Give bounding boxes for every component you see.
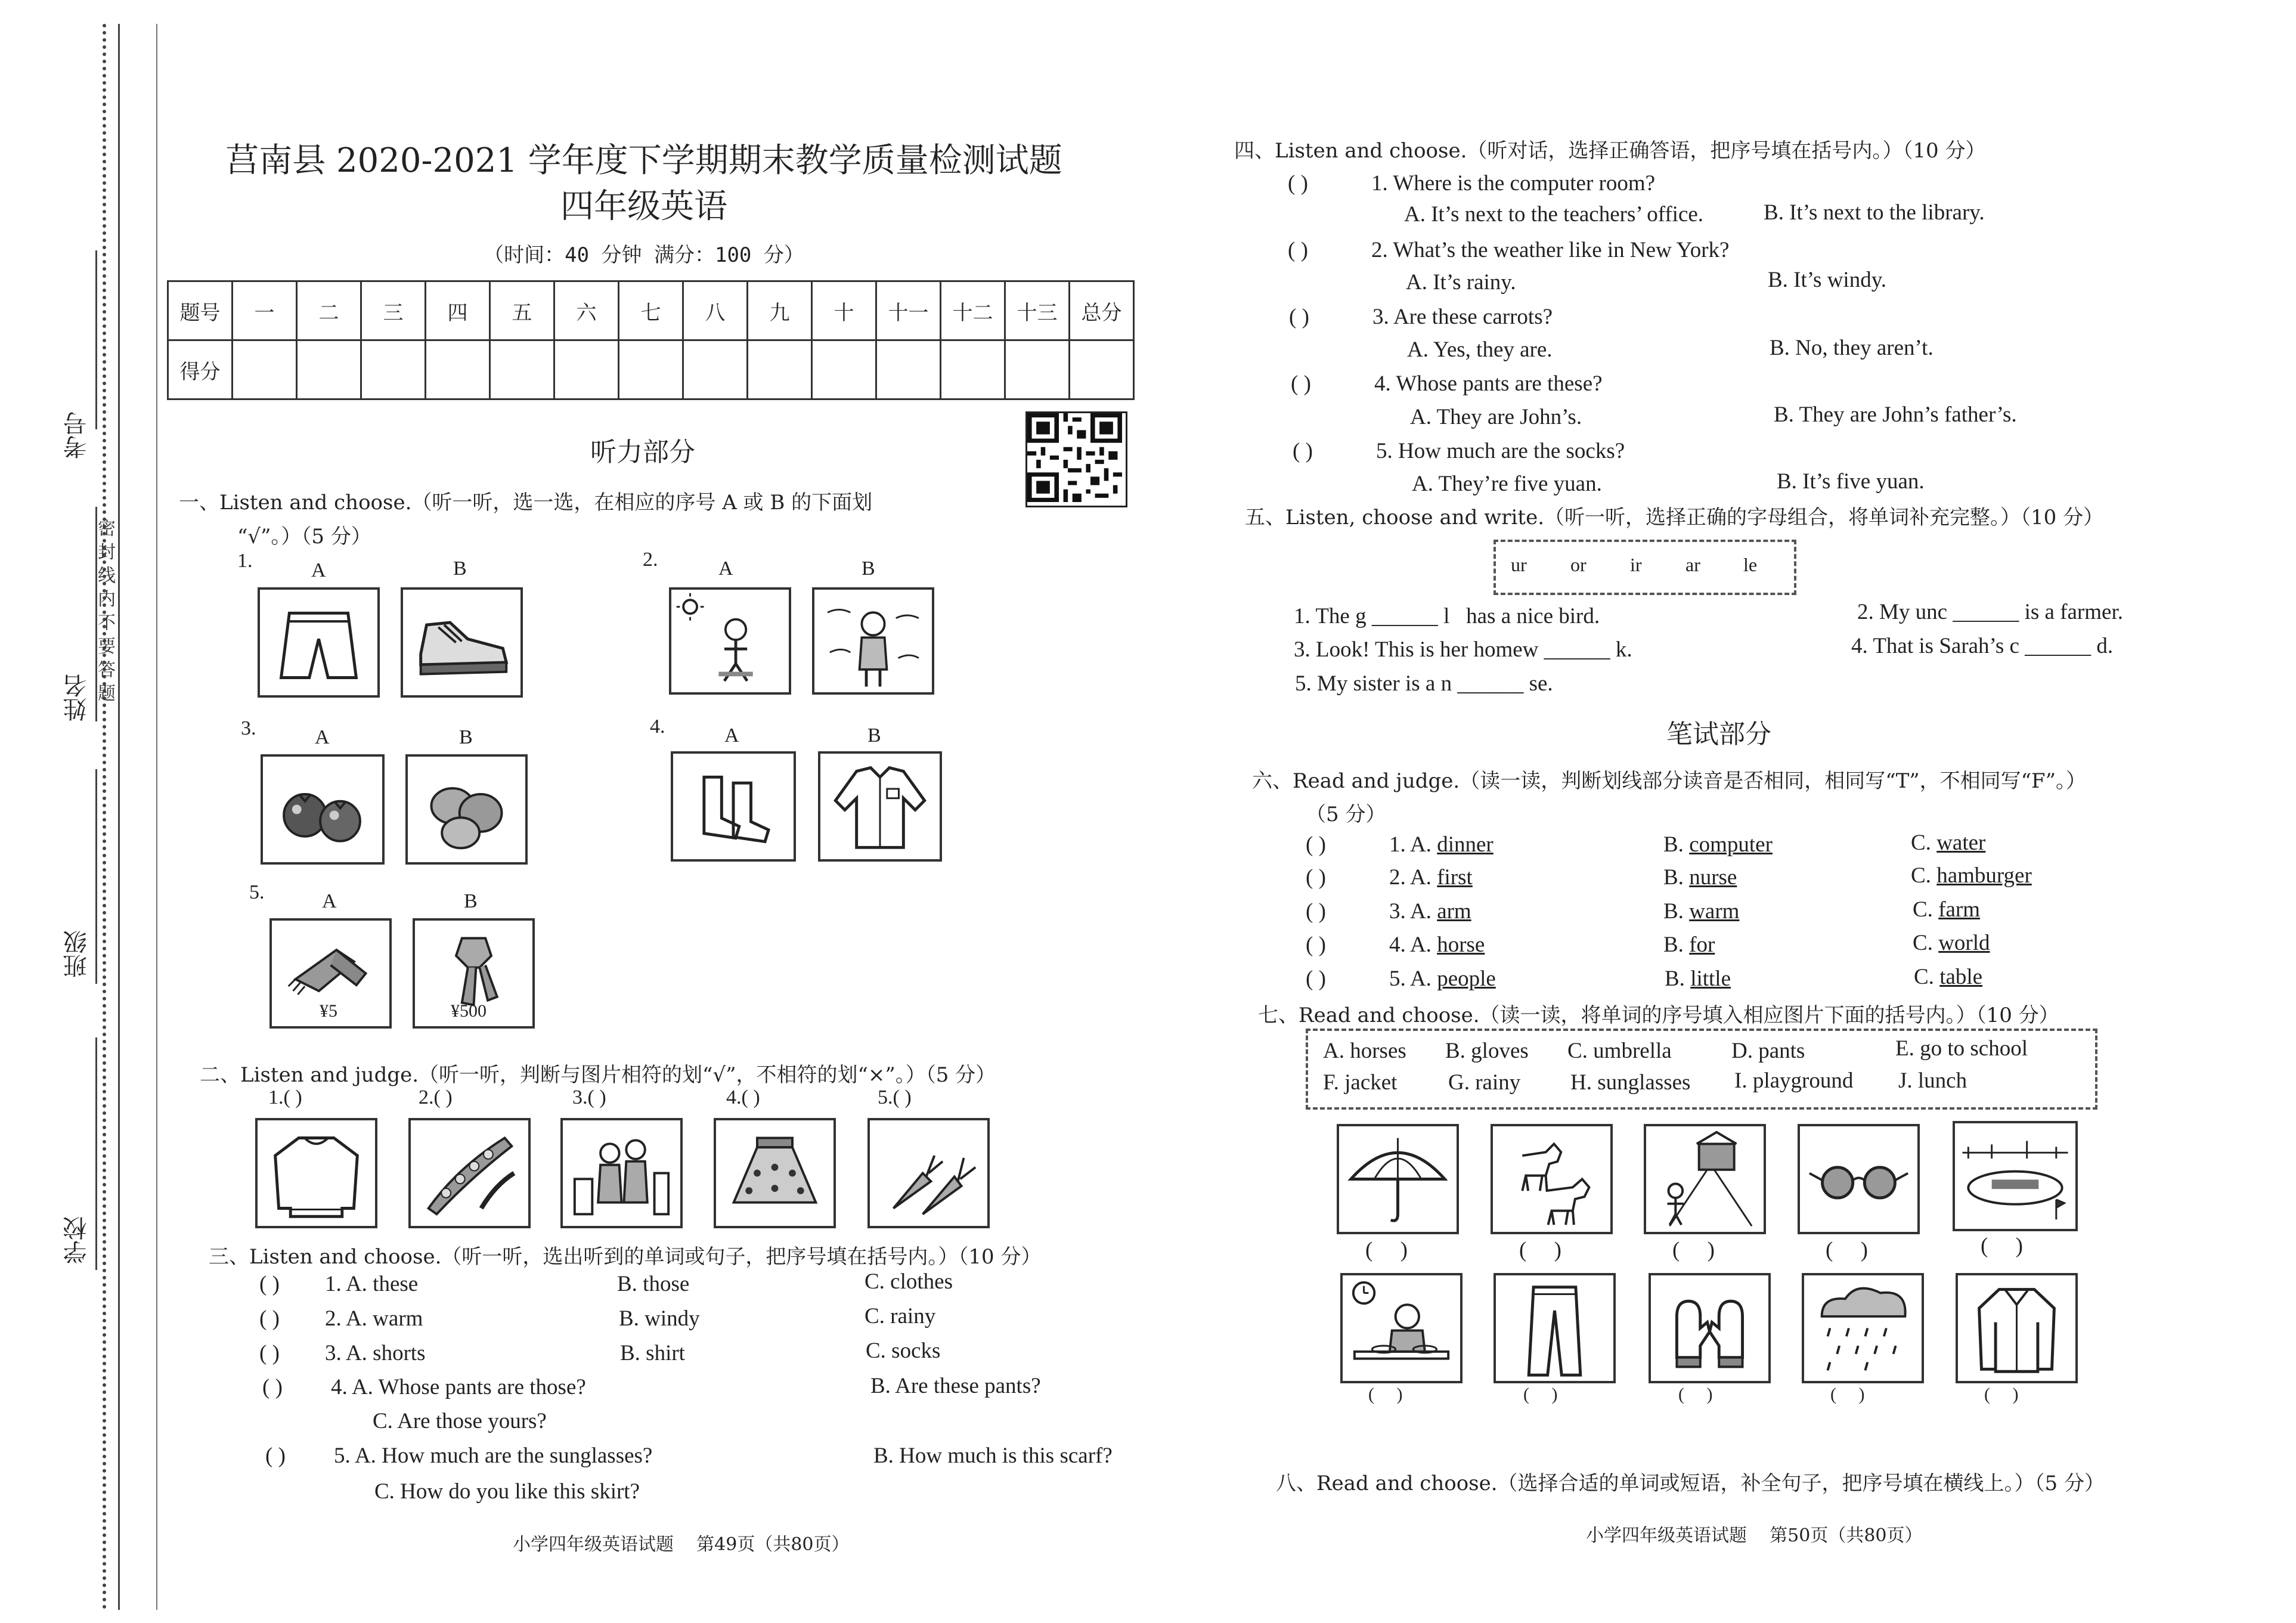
q7-word: F. jacket: [1323, 1070, 1398, 1095]
skirt-icon[interactable]: [714, 1118, 836, 1228]
binding-line-solid: [118, 24, 120, 1610]
q6-word: little: [1690, 967, 1731, 991]
score-table-cell: 十三: [1005, 281, 1070, 340]
exam-subtitle: 四年级英语: [560, 187, 727, 226]
q6-option-b: [1663, 832, 1773, 857]
shorts-icon[interactable]: [258, 587, 380, 698]
q1-option-a[interactable]: A: [311, 559, 326, 581]
q3-option-a: 5. A. How much are the sunglasses?: [334, 1444, 653, 1468]
left-page-footer: 小学四年级英语试题 第49页（共80页）: [513, 1534, 850, 1555]
q4-option-b: B. It’s five yuan.: [1777, 469, 1925, 494]
score-input-cell[interactable]: [748, 340, 812, 399]
score-input-cell[interactable]: [1005, 340, 1070, 399]
q6-word: dinner: [1437, 832, 1494, 857]
q1-item-number: 5.: [249, 881, 265, 903]
score-input-cell[interactable]: [554, 340, 619, 399]
q1-instruction: 一、Listen and choose.（听一听，选一选，在相应的序号 A 或 B 的下面划: [179, 491, 873, 515]
q5-sentence[interactable]: 1. The g ______ l has a nice bird.: [1294, 604, 1600, 628]
q4-option-a: A. It’s rainy.: [1406, 270, 1516, 295]
socks-icon[interactable]: [671, 751, 796, 862]
seal-text: 密 封 线 内 不 要 答 题: [94, 519, 115, 702]
q6-option-letter: C.: [1913, 897, 1939, 922]
answer-paren[interactable]: ( ): [259, 1341, 280, 1365]
carrots-icon[interactable]: [867, 1118, 990, 1228]
q6-word: hamburger: [1936, 863, 2032, 888]
q6-instruction-line2: （5 分）: [1306, 803, 1386, 826]
q3-option-b: B. How much is this scarf?: [873, 1444, 1113, 1468]
q5-sentence[interactable]: 3. Look! This is her homew ______ k.: [1294, 637, 1632, 662]
sunny-hot-boy-icon[interactable]: [669, 587, 791, 695]
horses-icon[interactable]: [1491, 1124, 1613, 1234]
class-label: 班级: [63, 930, 91, 978]
score-input-cell[interactable]: [619, 340, 683, 399]
listening-heading: 听力部分: [590, 437, 695, 467]
q7-word: E. go to school: [1895, 1036, 2028, 1061]
binding-margin: [0, 0, 173, 1623]
q3-option-b: B. windy: [619, 1306, 700, 1331]
q7-word: D. pants: [1731, 1039, 1805, 1063]
q4-question: 3. Are these carrots?: [1372, 305, 1553, 329]
answer-paren[interactable]: ( ): [1289, 305, 1309, 329]
q5-sentence[interactable]: 5. My sister is a n ______ se.: [1295, 671, 1553, 696]
q1-item-number: 4.: [650, 716, 665, 738]
q1-option-a[interactable]: A: [718, 557, 733, 580]
answer-paren[interactable]: ( ): [265, 1444, 286, 1468]
q4-question: 1. Where is the computer room?: [1371, 171, 1656, 196]
q3-option-a: 4. A. Whose pants are those?: [331, 1375, 586, 1399]
q6-word: computer: [1689, 832, 1773, 857]
pants-icon[interactable]: [1494, 1273, 1616, 1383]
score-input-cell[interactable]: [812, 340, 876, 399]
score-table: [167, 280, 1135, 400]
sneaker-icon[interactable]: [401, 587, 523, 698]
qr-code-icon[interactable]: [1025, 411, 1127, 507]
q3-option-c: C. socks: [866, 1339, 941, 1363]
score-input-cell[interactable]: [876, 340, 941, 399]
answer-paren[interactable]: ( ): [1291, 371, 1311, 396]
exam-title: 莒南县 2020-2021 学年度下学期期末教学质量检测试题: [225, 141, 1062, 180]
q3-option-c: C. clothes: [865, 1269, 953, 1294]
answer-paren[interactable]: ( ): [259, 1306, 280, 1331]
q6-option-letter: B.: [1663, 899, 1690, 924]
q5-sentence[interactable]: 4. That is Sarah’s c ______ d.: [1851, 634, 2114, 658]
answer-paren[interactable]: ( ): [1293, 439, 1313, 463]
answer-paren[interactable]: ( ): [1306, 832, 1326, 857]
score-table-cell: 总分: [1070, 281, 1134, 340]
score-input-cell[interactable]: [1070, 340, 1134, 399]
q3-option-b: B. Are these pants?: [870, 1374, 1041, 1398]
score-table-header-row: [168, 281, 1134, 340]
q6-option-c: [1911, 830, 1985, 856]
q5-option: le: [1743, 554, 1758, 575]
lunch-icon[interactable]: [1340, 1273, 1463, 1383]
q7-answer-blank[interactable]: ( ): [1368, 1384, 1403, 1404]
q7-word: C. umbrella: [1567, 1039, 1672, 1063]
family-room-icon[interactable]: [560, 1118, 683, 1228]
q6-option-b: [1663, 865, 1737, 890]
jacket-icon[interactable]: [1956, 1273, 2078, 1383]
q1-option-b[interactable]: B: [867, 724, 881, 747]
score-table-cell: 三: [361, 281, 426, 340]
q2-answer-blank[interactable]: 5.( ): [878, 1086, 912, 1108]
q6-option-letter: B.: [1663, 832, 1690, 857]
tomatoes-icon[interactable]: [261, 754, 385, 865]
q6-word: for: [1689, 933, 1715, 957]
q2-answer-blank[interactable]: 2.( ): [419, 1086, 453, 1108]
scarf-icon[interactable]: [269, 918, 392, 1029]
q6-option-letter: C.: [1911, 831, 1937, 855]
exam-number-field[interactable]: [95, 250, 97, 429]
class-field[interactable]: [95, 769, 97, 984]
q1-option-a[interactable]: A: [315, 726, 330, 748]
q5-option: or: [1570, 554, 1587, 575]
q4-question: 5. How much are the socks?: [1376, 439, 1625, 463]
q6-word: warm: [1689, 899, 1740, 924]
q3-option-b: B. those: [617, 1272, 690, 1296]
school-label: 学校: [63, 1216, 91, 1264]
q5-option: ur: [1511, 554, 1527, 575]
scarf-price-a: ¥5: [320, 1001, 337, 1021]
q1-instruction-line2: “√”。）（5 分）: [237, 525, 371, 549]
q6-option-letter: C.: [1911, 863, 1937, 888]
q6-item-number: 1. A.: [1389, 832, 1437, 857]
q7-word: B. gloves: [1445, 1039, 1529, 1063]
shirt-icon[interactable]: [818, 751, 942, 862]
q4-question: 4. Whose pants are these?: [1374, 371, 1603, 396]
score-input-cell[interactable]: [941, 340, 1005, 399]
answer-paren[interactable]: ( ): [1288, 238, 1308, 262]
score-input-cell[interactable]: [297, 340, 361, 399]
score-input-cell[interactable]: [426, 340, 490, 399]
q4-option-a: A. They’re five yuan.: [1412, 472, 1602, 496]
q7-answer-blank[interactable]: ( ): [1672, 1238, 1715, 1262]
name-label: 姓名: [63, 674, 91, 721]
q3-option-b: B. shirt: [620, 1341, 685, 1365]
q1-item-number: 2.: [643, 549, 658, 571]
q6-word: water: [1936, 831, 1986, 855]
q7-word: I. playground: [1734, 1068, 1854, 1093]
q8-instruction: 八、Read and choose.（选择合适的单词或短语，补全句子，把序号填在横线上。）（5 分）: [1276, 1472, 2105, 1495]
q6-word: people: [1437, 967, 1496, 991]
answer-paren[interactable]: ( ): [1288, 171, 1308, 196]
q1-option-b[interactable]: B: [464, 890, 478, 912]
q6-item-number: 4. A.: [1389, 933, 1437, 957]
q7-answer-blank[interactable]: ( ): [1981, 1234, 2023, 1258]
q4-option-b: B. They are John’s father’s.: [1774, 402, 2017, 427]
q4-option-a: A. It’s next to the teachers’ office.: [1404, 202, 1704, 227]
score-table-cell: 八: [683, 281, 748, 340]
score-input-cell[interactable]: [683, 340, 748, 399]
q6-option-b: [1663, 899, 1739, 924]
go-to-school-icon[interactable]: [1644, 1124, 1766, 1234]
gloves-icon[interactable]: [1649, 1273, 1771, 1383]
q3-option-c: C. rainy: [865, 1304, 936, 1328]
q3-option-a: 3. A. shorts: [325, 1341, 426, 1365]
q6-option-b: [1663, 932, 1715, 958]
q6-word: horse: [1437, 933, 1485, 957]
q7-word: J. lunch: [1898, 1068, 1967, 1093]
q2-instruction: 二、Listen and judge.（听一听，判断与图片相符的划“√”，不相符的划“×”。）（5 分）: [200, 1063, 996, 1087]
q7-word-bank: [1306, 1029, 2097, 1110]
q3-option-a: 2. A. warm: [325, 1306, 423, 1331]
sunglasses-icon[interactable]: [1798, 1124, 1920, 1234]
school-field[interactable]: [95, 1037, 97, 1270]
score-table-score-row: [168, 340, 1134, 399]
score-table-cell: 七: [619, 281, 683, 340]
q4-option-b: B. It’s windy.: [1768, 268, 1887, 292]
q1-option-b[interactable]: B: [862, 557, 875, 580]
q6-option-a: [1389, 832, 1494, 857]
q6-option-c: [1911, 863, 2032, 888]
q3-instruction: 三、Listen and choose.（听一听，选出听到的单词或句子，把序号填在括号内。）（10 分）: [209, 1245, 1042, 1269]
q1-option-b[interactable]: B: [459, 726, 473, 748]
q5-option: ir: [1630, 554, 1642, 575]
q4-option-a: A. Yes, they are.: [1407, 337, 1553, 362]
right-page-footer: 小学四年级英语试题 第50页（共80页）: [1586, 1525, 1923, 1546]
q4-question: 2. What’s the weather like in New York?: [1371, 238, 1730, 262]
q6-option-c: [1913, 930, 1990, 956]
q1-option-a[interactable]: A: [322, 890, 337, 912]
score-input-cell[interactable]: [490, 340, 554, 399]
q6-option-letter: C.: [1913, 931, 1939, 955]
q6-option-letter: B.: [1665, 967, 1691, 991]
q6-option-a: [1389, 932, 1485, 958]
q3-option-c: C. How do you like this skirt?: [374, 1479, 640, 1504]
windy-cold-boy-icon[interactable]: [812, 587, 934, 695]
scarf-icon[interactable]: [413, 918, 535, 1029]
q6-option-a: [1389, 865, 1473, 890]
q6-word: nurse: [1689, 865, 1737, 890]
answer-paren[interactable]: ( ): [262, 1375, 283, 1399]
q5-sentence[interactable]: 2. My unc ______ is a farmer.: [1857, 600, 2123, 624]
q2-answer-blank[interactable]: 4.( ): [726, 1086, 760, 1108]
q2-answer-blank[interactable]: 1.( ): [268, 1086, 302, 1108]
scarf-price-b: ¥500: [451, 1001, 487, 1021]
exam-number-label: 考号: [63, 411, 91, 459]
q6-option-b: [1665, 966, 1731, 992]
q6-option-a: [1389, 899, 1471, 924]
q4-option-b: B. No, they aren’t.: [1770, 336, 1934, 360]
score-table-cell: 四: [426, 281, 490, 340]
score-table-cell: 六: [554, 281, 619, 340]
q7-word: H. sunglasses: [1570, 1070, 1691, 1095]
binding-line-dotted: [103, 24, 106, 1610]
q6-item-number: 2. A.: [1389, 865, 1437, 890]
q5-options-box: [1494, 540, 1796, 595]
sweater-icon[interactable]: [255, 1118, 377, 1228]
q7-answer-blank[interactable]: ( ): [1678, 1384, 1713, 1404]
q7-answer-blank[interactable]: ( ): [1830, 1384, 1865, 1404]
umbrella-icon[interactable]: [1337, 1124, 1459, 1234]
q7-answer-blank[interactable]: ( ): [1984, 1384, 2019, 1404]
answer-paren[interactable]: ( ): [1306, 933, 1326, 957]
q6-option-letter: B.: [1663, 933, 1690, 957]
binding-line-solid-2: [156, 24, 157, 1610]
q4-instruction: 四、Listen and choose.（听对话，选择正确答语，把序号填在括号内。）（10 分）: [1234, 139, 1986, 163]
q7-answer-blank[interactable]: ( ): [1365, 1238, 1408, 1262]
q6-option-c: [1913, 897, 1980, 922]
q6-instruction: 六、Read and judge.（读一读，判断划线部分读音是否相同，相同写“T”，不相同写“F”。）: [1252, 769, 2086, 793]
rainy-icon[interactable]: [1802, 1273, 1924, 1383]
score-table-cell: 十一: [876, 281, 941, 340]
score-input-cell[interactable]: [233, 340, 297, 399]
q1-item-number: 3.: [241, 717, 256, 739]
q7-answer-blank[interactable]: ( ): [1523, 1384, 1558, 1404]
green-beans-icon[interactable]: [408, 1118, 531, 1228]
q4-option-b: B. It’s next to the library.: [1764, 200, 1985, 225]
q6-word: world: [1938, 931, 1990, 955]
writing-heading: 笔试部分: [1666, 719, 1771, 749]
q5-instruction: 五、Listen, choose and write.（听一听，选择正确的字母组合，将单词补充完整。）（10 分）: [1245, 506, 2104, 529]
q7-answer-blank[interactable]: ( ): [1826, 1238, 1868, 1262]
q1-option-a[interactable]: A: [724, 724, 739, 747]
q5-option: ar: [1685, 554, 1700, 575]
q6-word: table: [1939, 965, 1983, 989]
score-table-cell: 一: [233, 281, 297, 340]
q3-option-c: C. Are those yours?: [373, 1409, 547, 1433]
q6-option-c: [1914, 964, 1982, 990]
q3-option-a: 1. A. these: [325, 1272, 419, 1296]
q6-word: first: [1437, 865, 1473, 890]
time-info: （时间：40 分钟 满分：100 分）: [484, 243, 804, 267]
potatoes-icon[interactable]: [405, 754, 528, 865]
q6-item-number: 3. A.: [1389, 899, 1437, 924]
score-table-cell: 得分: [168, 340, 233, 399]
q6-option-a: [1389, 966, 1496, 992]
q1-item-number: 1.: [237, 550, 253, 572]
q6-option-letter: B.: [1663, 865, 1690, 890]
q1-option-b[interactable]: B: [453, 557, 467, 580]
score-input-cell[interactable]: [361, 340, 426, 399]
q6-word: farm: [1938, 897, 1981, 922]
answer-paren[interactable]: ( ): [1306, 865, 1326, 890]
q6-word: arm: [1437, 899, 1471, 924]
score-table-cell: 二: [297, 281, 361, 340]
score-table-cell: 五: [490, 281, 554, 340]
q6-item-number: 5. A.: [1389, 967, 1437, 991]
q7-word: A. horses: [1323, 1039, 1406, 1063]
q4-option-a: A. They are John’s.: [1410, 405, 1582, 429]
q7-answer-blank[interactable]: ( ): [1519, 1238, 1561, 1262]
q6-option-letter: C.: [1914, 965, 1940, 989]
score-table-cell: 九: [748, 281, 812, 340]
q7-word: G. rainy: [1448, 1070, 1521, 1095]
playground-icon[interactable]: [1953, 1121, 2078, 1231]
answer-paren[interactable]: ( ): [1306, 967, 1326, 991]
q7-instruction: 七、Read and choose.（读一读，将单词的序号填入相应图片下面的括号内。）（10 分）: [1258, 1003, 2059, 1027]
score-table-cell: 题号: [168, 281, 233, 340]
score-table-cell: 十: [812, 281, 876, 340]
score-table-cell: 十二: [941, 281, 1005, 340]
q2-answer-blank[interactable]: 3.( ): [572, 1086, 606, 1108]
answer-paren[interactable]: ( ): [1306, 899, 1326, 924]
answer-paren[interactable]: ( ): [259, 1272, 280, 1296]
